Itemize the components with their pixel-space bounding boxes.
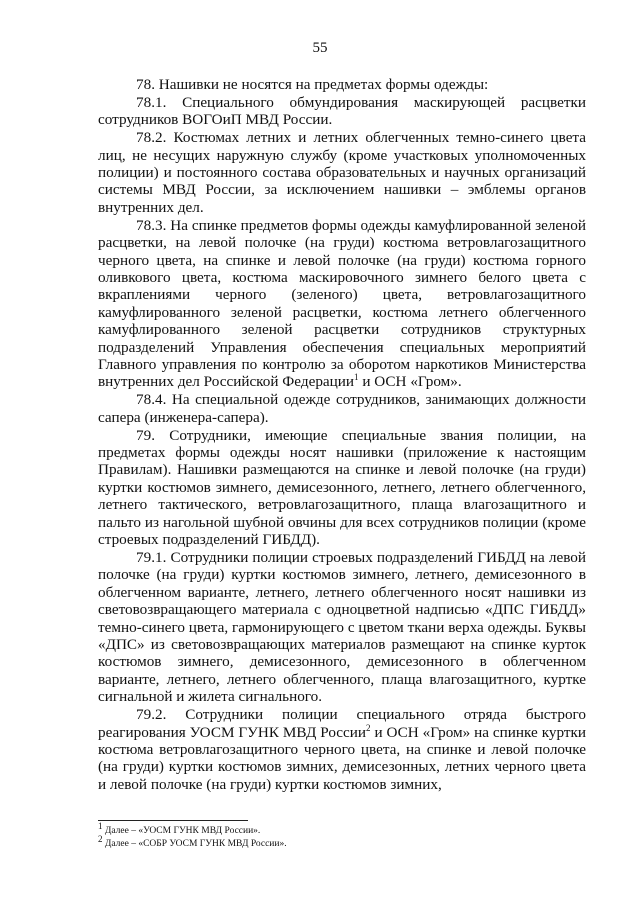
paragraph-79-2-text: 79.2. Сотрудники полиции специального отряда быстрого реагирования УОСМ ГУНК МВД России [98,706,586,741]
paragraph-78-3-tail: и ОСН «Гром». [358,373,462,391]
paragraph-78-3-text: 78.3. На спинке предметов формы одежды камуфлированной зеленой расцветки, на левой полочке (на груди) костюма ветровлагозащитного черного цвета, на спинке и левой полочке (на груди) костюма горного оливкового цвета, костюма маскировочного зимнего белого цвета с вкраплениями черного (зеленого) цвета, ветровлагозащитного камуфлированного зеленой расцветки, костюма летнего облегченного камуфлированного зеленой расцветки сотрудников структурных подразделений Управления обеспечения специальных мероприятий Главного управления по контролю за оборотом наркотиков Министерства внутренних дел Российской Федерации [98,216,586,391]
page-number: 55 [312,40,328,56]
paragraph-79-2-tail: и ОСН «Гром» на спинке куртки костюма ветровлагозащитного черного цвета, на спинке и левой полочке (на груди) куртки костюмов зимних, демисезонных, летних черного цвета и левой полочке (на груди) куртки костюмов зимних, [98,723,586,793]
paragraph-79-2 [98,706,586,793]
paragraph-78-2: 78.2. Костюмах летних и летних облегченных темно-синего цвета лиц, не несущих наружную службу (кроме участковых уполномоченных полиции) и постоянного состава образовательных и научных организаций системы МВД России, за исключением нашивки – эмблемы органов внутренних дел. [98,129,586,216]
paragraph-78: 78. Нашивки не носятся на предметах формы одежды: [136,76,489,93]
footnotes [98,820,586,851]
footnote-mark-2: 2 [98,833,103,844]
footnote-1 [98,820,586,838]
document-body [98,76,586,793]
paragraph-78-3 [98,217,586,391]
paragraph-78-4: 78.4. На специальной одежде сотрудников, занимающих должности сапера (инженера-сапера). [98,391,586,426]
footnote-ref-2: 2 [366,722,371,733]
footnote-2-text: Далее – «СОБР УОСМ ГУНК МВД России». [104,839,287,849]
footnote-mark-1: 1 [98,820,103,831]
paragraph-79: 79. Сотрудники, имеющие специальные звания полиции, на предметах формы одежды носят нашивки (приложение к настоящим Правилам). Нашивки размещаются на спинке и левой полочке (на груди) куртки костюмов зимнего, демисезонного, летнего, летнего облегченного, летнего тактического, ветровлагозащитного, плаща влагозащитного и пальто из нагольной шубной овчины для всех сотрудников полиции (кроме строевых подразделений ГИБДД). [98,426,586,549]
footnote-2 [98,833,586,851]
footnote-ref-1: 1 [354,372,359,383]
paragraph-79-1: 79.1. Сотрудники полиции строевых подразделений ГИБДД на левой полочке (на груди) куртки костюмов зимнего, летнего, демисезонного в облегченном варианте, летнего, летнего облегченного носят нашивки из световозвращающего материала с одноцветной надписью «ДПС ГИБДД» темно-синего цвета, гармонирующего с цветом ткани верха одежды. Буквы «ДПС» из световозвращающих материалов размещают на спинке курток костюмов зимнего, демисезонного, демисезонного в облегченном варианте, летнего, летнего облегченного, плаща влагозащитного, куртке сигнальной и жилета сигнального. [98,548,586,706]
paragraph-78-1: 78.1. Специального обмундирования маскирующей расцветки сотрудников ВОГОиП МВД России. [98,93,586,129]
footnote-1-text: Далее – «УОСМ ГУНК МВД России». [104,826,261,836]
footnote-divider [98,820,248,821]
